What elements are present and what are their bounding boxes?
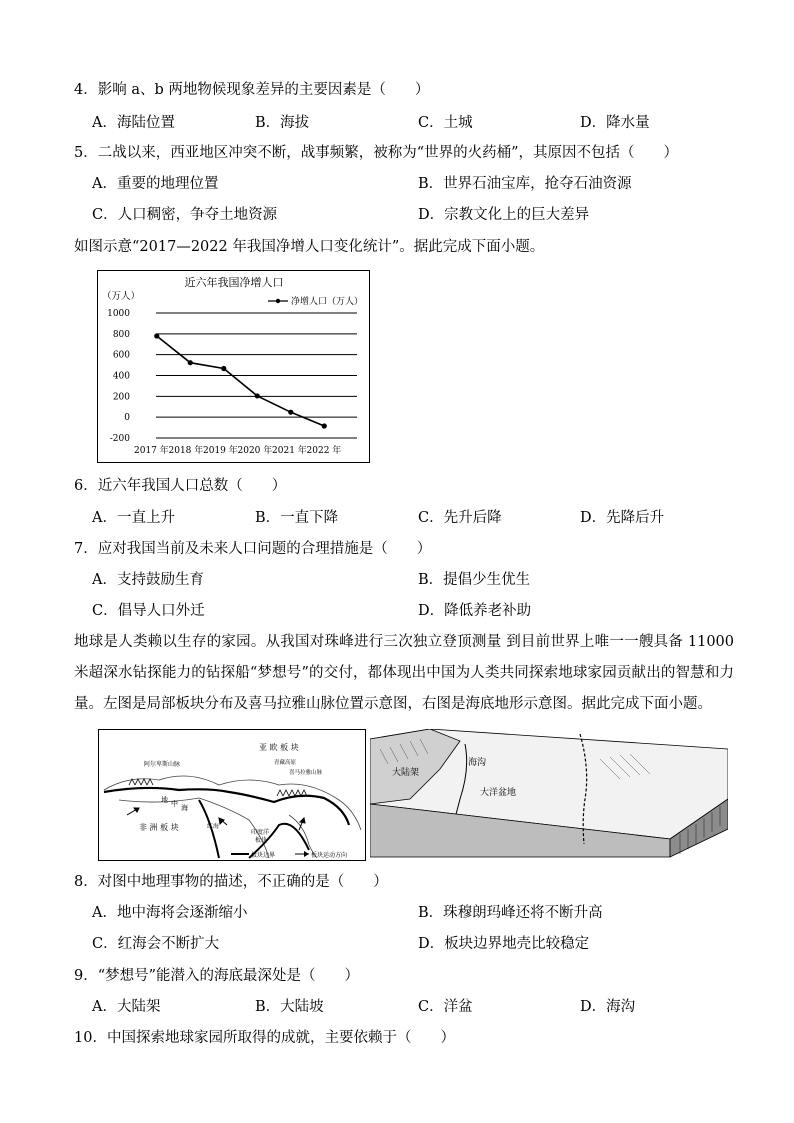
label-african-plate: 非 洲 板 块 (139, 823, 179, 832)
plate-boundary-north (104, 788, 349, 825)
data-point (255, 393, 260, 398)
plate-map-svg (99, 730, 365, 860)
label-qinghai-tibet: 青藏高原 (274, 760, 297, 766)
seafloor-svg (370, 729, 728, 859)
x-tick-label: 2021 年 (272, 446, 307, 456)
q5-option-c: C．人口稠密，争夺土地资源 (92, 207, 278, 223)
q9-option-d: D．海沟 (580, 999, 636, 1015)
y-tick-label: 400 (112, 371, 130, 382)
question-5-stem: 5．二战以来，西亚地区冲突不断，战事频繁，被称为“世界的火药桶”，其原因不包括（ ） (74, 145, 679, 161)
q4-option-a: A．海陆位置 (92, 115, 175, 131)
q9-option-c: C．洋盆 (418, 999, 473, 1015)
q4-option-b: B．海拔 (255, 115, 310, 131)
y-tick-label: 200 (112, 392, 130, 403)
q4-option-c: C．土城 (418, 115, 473, 131)
q8-option-a: A．地中海将会逐渐缩小 (92, 905, 248, 921)
label-indian-ocean: 印度洋 (251, 829, 270, 836)
label-eurasian-plate: 亚 欧 板 块 (259, 743, 299, 752)
q7-option-d: D．降低养老补助 (418, 603, 532, 619)
q5-option-b: B．世界石油宝库，抢夺石油资源 (418, 176, 632, 192)
data-point (188, 360, 193, 365)
q8-option-c: C．红海会不断扩大 (92, 936, 220, 952)
alps-mountain-icon (129, 779, 153, 785)
intro-population: 如图示意“2017—2022 年我国净增人口变化统计”。据此完成下面小题。 (74, 239, 545, 255)
label-zhong: 中 (171, 800, 178, 808)
data-point (288, 410, 293, 415)
intro-earth-paragraph: 地球是人类赖以生存的家园。从我国对珠峰进行三次独立登顶测量 到目前世界上唯一一艘具备 11000 米超深水钻探能力的钻探船“梦想号”的交付，都体现出中国为人类共同探索地球家园贡献出的智慧和力量。左图是局部板块分布及喜马拉雅山脉位置示意图，右图是海底地形示意图。据此完成下面小题。 (74, 634, 734, 712)
label-plate: 板块 (255, 837, 268, 844)
chart-ylabel: （万人） (102, 291, 141, 302)
question-7-stem: 7．应对我国当前及未来人口问题的合理措施是（ ） (74, 541, 432, 557)
x-tick-label: 2017 年 (134, 446, 169, 456)
chart-svg (98, 271, 369, 462)
question-4-stem: 4．影响 a、b 两地物候现象差异的主要因素是（ ） (74, 82, 430, 98)
label-ocean-basin: 大洋盆地 (480, 788, 517, 798)
series-line (157, 336, 325, 426)
question-8-stem: 8．对图中地理事物的描述，不正确的是（ ） (74, 874, 388, 890)
q6-option-a: A．一直上升 (92, 510, 175, 526)
label-continental-shelf: 大陆架 (392, 768, 420, 778)
data-point (154, 333, 159, 338)
q7-option-b: B．提倡少生优生 (418, 572, 531, 588)
q4-option-d: D．降水量 (580, 115, 650, 131)
population-chart (97, 270, 370, 463)
data-point (322, 423, 327, 428)
q5-option-d: D．宗教文化上的巨大差异 (418, 207, 590, 223)
legend-motion-label: 板块运动方向 (311, 852, 348, 859)
coastline-north (104, 776, 361, 830)
q5-option-a: A．重要的地理位置 (92, 176, 219, 192)
legend-label: 净增人口（万人） (291, 297, 364, 307)
y-tick-label: -200 (109, 434, 130, 444)
figure-maps (98, 729, 728, 859)
q8-option-d: D．板块边界地壳比较稳定 (418, 936, 590, 952)
x-tick-label: 2018 年 (168, 446, 204, 456)
label-di: 地 (161, 796, 168, 804)
x-tick-label: 2019 年 (203, 446, 238, 456)
plate-map (98, 729, 366, 861)
y-tick-label: 600 (112, 350, 130, 361)
q7-option-c: C．倡导人口外迁 (92, 603, 205, 619)
label-red-sea: 红海 (207, 823, 220, 830)
seafloor-diagram (370, 729, 728, 859)
label-himalaya: 喜马拉雅山脉 (289, 770, 323, 776)
q6-option-c: C．先升后降 (418, 510, 502, 526)
chart-legend (268, 295, 363, 307)
legend-arrow-icon (304, 851, 309, 857)
q6-option-d: D．先降后升 (580, 510, 665, 526)
q9-option-a: A．大陆架 (92, 999, 161, 1015)
q9-option-b: B．大陆坡 (255, 999, 324, 1015)
y-tick-label: 800 (112, 329, 130, 340)
q6-option-b: B．一直下降 (255, 510, 339, 526)
x-tick-label: 2020 年 (237, 446, 273, 456)
label-alps: 阿尔卑斯山脉 (144, 761, 181, 768)
q8-option-b: B．珠穆朗玛峰还将不断升高 (418, 905, 603, 921)
y-tick-label: 0 (124, 413, 130, 424)
y-tick-label: 1000 (107, 309, 130, 319)
question-10-stem: 10．中国探索地球家园所取得的成就，主要依赖于（ ） (74, 1030, 455, 1046)
label-trench: 海沟 (468, 758, 487, 768)
legend-marker (276, 299, 280, 303)
label-hai: 海 (181, 804, 188, 812)
question-6-stem: 6．近六年我国人口总数（ ） (74, 478, 287, 494)
chart-title: 近六年我国净增人口 (184, 276, 284, 289)
x-tick-label: 2022 年 (306, 446, 342, 456)
data-point (221, 366, 226, 371)
question-9-stem: 9．“梦想号”能潜入的海底最深处是（ ） (74, 968, 360, 984)
legend-boundary-label: 板块边界 (251, 852, 276, 859)
q7-option-a: A．支持鼓励生育 (92, 572, 204, 588)
